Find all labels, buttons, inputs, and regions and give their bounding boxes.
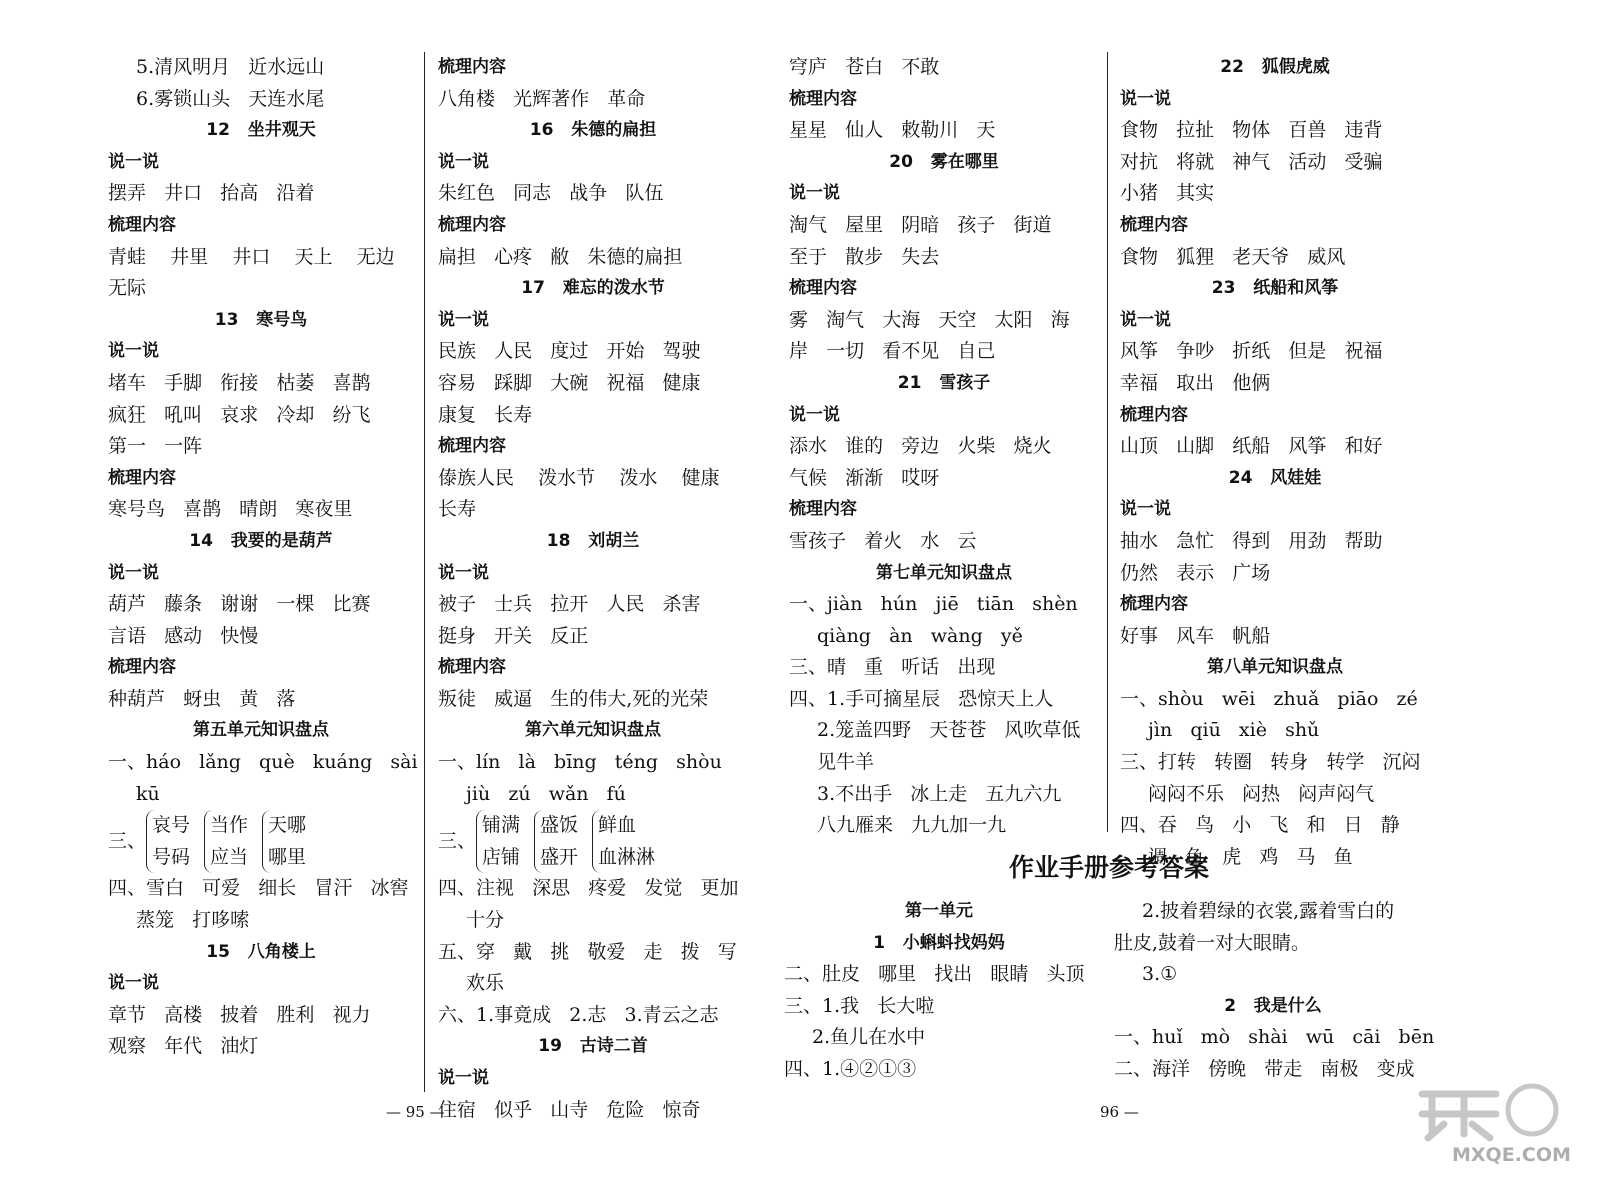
text-line: 幸福 取出 他俩	[1120, 371, 1271, 394]
brace-group	[204, 810, 248, 873]
brace-item: 哀号	[152, 814, 191, 837]
section-label: 梳理内容	[789, 499, 857, 520]
text-line: 三、打转 转圈 转身 转学 沉闷	[1120, 751, 1421, 774]
page-number: 96 —	[1100, 1103, 1139, 1121]
column-divider	[1107, 52, 1108, 832]
pinyin-line: 一、lín là bīng téng shòu	[438, 751, 722, 774]
text-line: 四、雪白 可爱 细长 冒汗 冰窖	[108, 877, 409, 900]
watermark-text: MXQE.COM	[1452, 1144, 1571, 1166]
section-label: 梳理内容	[108, 657, 176, 678]
text-line: 寒号鸟 喜鹊 晴朗 寒夜里	[108, 498, 353, 521]
brace-item: 盛开	[540, 845, 579, 868]
text-line: 仍然 表示 广场	[1120, 561, 1271, 584]
text-line: 对抗 将就 神气 活动 受骗	[1120, 150, 1383, 173]
text-line: 第一 一阵	[108, 435, 203, 458]
text-line: 康复 长寿	[438, 403, 533, 426]
text-line: 二、海洋 傍晚 带走 南极 变成	[1114, 1057, 1415, 1080]
lesson-heading: 12 坐井观天	[206, 120, 316, 141]
text-line: 雪孩子 着火 水 云	[789, 529, 977, 552]
text-line: 至于 散步 失去	[789, 245, 940, 268]
section-label: 梳理内容	[438, 57, 506, 77]
section-title: 作业手册参考答案	[1008, 853, 1209, 882]
text-line: 闷闷不乐 闷热 闷声闷气	[1148, 782, 1375, 805]
pinyin-line: jiù zú wǎn fú	[466, 782, 626, 805]
lesson-heading: 20 雾在哪里	[889, 151, 999, 172]
text-line: 气候 渐渐 哎呀	[789, 466, 940, 489]
section-label: 说一说	[108, 341, 159, 362]
section-label: 梳理内容	[789, 278, 857, 299]
text-line: 葫芦 藤条 谢谢 一棵 比赛	[108, 593, 371, 616]
column-1	[108, 52, 418, 1063]
text-line: 观察 年代 油灯	[108, 1035, 259, 1058]
text-line: 种葫芦 蚜虫 黄 落	[108, 687, 296, 710]
section-label: 说一说	[108, 562, 159, 583]
text-line: 欢乐	[466, 972, 505, 995]
text-line: 调 鱼 虎 鸡 马 鱼	[1148, 845, 1353, 868]
brace-item: 天哪	[268, 814, 307, 837]
section-label: 说一说	[1120, 88, 1171, 109]
section-label: 说一说	[108, 151, 159, 172]
text-line: 2.笼盖四野 天苍苍 风吹草低	[817, 719, 1081, 742]
column-divider	[424, 52, 425, 1092]
pinyin-line: 一、shòu wēi zhuǎ piāo zé	[1120, 687, 1418, 710]
text-line: 五、穿 戴 挑 敬爱 走 拨 写	[438, 940, 737, 963]
unit-review-heading: 第七单元知识盘点	[876, 562, 1012, 583]
lesson-heading: 1 小蝌蚪找妈妈	[873, 932, 1005, 953]
text-line: 蒸笼 打哆嗦	[136, 909, 250, 932]
brace-group	[592, 810, 655, 873]
text-line: 章节 高楼 披着 胜利 视力	[108, 1003, 371, 1026]
section-label: 说一说	[789, 404, 840, 425]
unit-review-heading: 第五单元知识盘点	[193, 720, 329, 741]
pinyin-line: 一、jiàn hún jiē tiān shèn	[789, 593, 1078, 616]
text-line: 岸 一切 看不见 自己	[789, 340, 996, 363]
answers-right	[1114, 896, 1435, 1086]
section-label: 梳理内容	[789, 88, 857, 109]
section-label: 梳理内容	[108, 214, 176, 235]
unit-review-heading: 第八单元知识盘点	[1207, 657, 1343, 678]
section-label: 梳理内容	[438, 214, 506, 235]
text-line: 十分	[466, 909, 505, 932]
section-label: 说一说	[1120, 309, 1171, 330]
text-line: 八九雁来 九九加一九	[817, 814, 1007, 837]
text-line: 挺身 开关 反正	[438, 624, 589, 647]
unit-heading: 第一单元	[905, 901, 973, 921]
section-label: 梳理内容	[438, 657, 506, 678]
text-line: 山顶 山脚 纸船 风筝 和好	[1120, 435, 1383, 458]
lesson-heading: 22 狐假虎威	[1220, 57, 1330, 77]
brace-group-row	[438, 810, 748, 873]
answers-left	[784, 896, 1094, 1086]
lesson-heading: 24 风娃娃	[1228, 467, 1322, 488]
text-line: 食物 狐狸 老天爷 威风	[1120, 245, 1346, 268]
text-line: 雾 淘气 大海 天空 太阳 海	[789, 308, 1070, 331]
section-label: 说一说	[438, 562, 489, 583]
page-number: — 95 —	[386, 1103, 445, 1121]
section-label: 梳理内容	[438, 436, 506, 457]
section-label: 梳理内容	[1120, 594, 1188, 615]
brace-item: 号码	[152, 845, 191, 868]
text-line: 朱红色 同志 战争 队伍	[438, 182, 664, 205]
section-label: 说一说	[1120, 499, 1171, 520]
text-line: 好事 风车 帆船	[1120, 624, 1271, 647]
text-line: 见牛羊	[817, 751, 875, 774]
lesson-heading: 21 雪孩子	[897, 372, 991, 393]
section-label: 梳理内容	[1120, 404, 1188, 425]
section-label: 说一说	[438, 1068, 489, 1088]
brace-group	[476, 810, 520, 873]
text-line: 容易 踩脚 大碗 祝福 健康	[438, 371, 701, 394]
text-line: 六、1.事竟成 2.志 3.青云之志	[438, 1003, 719, 1026]
text-line: 穹庐 苍白 不敢	[789, 56, 940, 78]
column-2	[438, 52, 748, 1126]
brace-group	[534, 810, 578, 873]
lesson-heading: 19 古诗二首	[538, 1036, 648, 1057]
lesson-heading: 17 难忘的泼水节	[521, 278, 665, 299]
text-line: 叛徒 威逼 生的伟大,死的光荣	[438, 687, 709, 710]
text-line: 四、吞 鸟 小 飞 和 日 静	[1120, 814, 1400, 837]
text-line: 长寿	[438, 498, 477, 521]
text-line: 四、1.手可摘星辰 恐惊天上人	[789, 687, 1054, 710]
text-line: 2.鱼儿在水中	[812, 1026, 926, 1049]
brace-item: 店铺	[482, 845, 521, 868]
pinyin-line: qiàng àn wàng yě	[817, 624, 1023, 647]
item-number: 三、	[438, 830, 477, 853]
brace-item: 鲜血	[598, 814, 637, 837]
text-line: 淘气 屋里 阴暗 孩子 街道	[789, 213, 1052, 236]
text-line: 3.①	[1142, 963, 1178, 986]
lesson-heading: 23 纸船和风筝	[1211, 278, 1339, 299]
pinyin-line: jìn qiū xiè shǔ	[1148, 719, 1320, 742]
lesson-heading: 16 朱德的扁担	[529, 120, 657, 141]
section-label: 梳理内容	[1120, 214, 1188, 235]
brace-item: 盛饭	[540, 814, 579, 837]
text-line: 小猪 其实	[1120, 182, 1215, 205]
lesson-heading: 13 寒号鸟	[214, 309, 308, 330]
pinyin-line: 一、háo lǎng què kuáng sài	[108, 751, 418, 774]
unit-review-heading: 第六单元知识盘点	[525, 720, 661, 741]
text-line: 民族 人民 度过 开始 驾驶	[438, 340, 701, 363]
section-label: 说一说	[789, 183, 840, 204]
text-line: 肚皮,鼓着一对大眼睛。	[1114, 931, 1311, 954]
brace-group	[146, 810, 190, 873]
text-line: 星星 仙人 敕勒川 天	[789, 119, 996, 142]
text-line: 言语 感动 快慢	[108, 624, 259, 647]
lesson-heading: 15 八角楼上	[206, 941, 316, 962]
section-label: 说一说	[438, 151, 489, 172]
text-line: 四、注视 深思 疼爱 发觉 更加	[438, 877, 739, 900]
brace-item: 哪里	[268, 845, 307, 868]
lesson-heading: 2 我是什么	[1224, 995, 1322, 1016]
section-label: 梳理内容	[108, 467, 176, 488]
brace-group	[262, 810, 306, 873]
brace-item: 血淋淋	[598, 845, 656, 868]
text-line: 青蛙 井里 井口 天上 无边	[108, 245, 395, 268]
text-line: 傣族人民 泼水节 泼水 健康	[438, 466, 720, 489]
text-line: 食物 拉扯 物体 百兽 违背	[1120, 119, 1383, 142]
text-line: 八角楼 光辉著作 革命	[438, 87, 646, 110]
item-number: 三、	[108, 830, 147, 853]
text-line: 四、1.④②①③	[784, 1057, 917, 1080]
text-line: 5.清风明月 近水远山	[136, 56, 325, 78]
text-line: 6.雾锁山头 天连水尾	[136, 87, 325, 110]
lesson-heading: 18 刘胡兰	[546, 530, 640, 551]
text-line: 抽水 急忙 得到 用劲 帮助	[1120, 529, 1383, 552]
text-line: 添水 谁的 旁边 火柴 烧火	[789, 435, 1052, 458]
pinyin-line: kū	[136, 782, 160, 805]
text-line: 二、肚皮 哪里 找出 眼睛 头顶	[784, 963, 1085, 986]
text-line: 扁担 心疼 敝 朱德的扁担	[438, 245, 683, 268]
text-line: 三、1.我 长大啦	[784, 994, 935, 1017]
brace-item: 当作	[210, 814, 249, 837]
text-line: 摆弄 井口 抬高 沿着	[108, 182, 315, 205]
text-line: 风筝 争吵 折纸 但是 祝福	[1120, 340, 1383, 363]
text-line: 2.披着碧绿的衣裳,露着雪白的	[1142, 900, 1395, 922]
brace-item: 应当	[210, 845, 249, 868]
text-line: 3.不出手 冰上走 五九六九	[817, 782, 1062, 805]
text-line: 疯狂 吼叫 哀求 冷却 纷飞	[108, 403, 371, 426]
section-label: 说一说	[438, 309, 489, 330]
brace-group-row	[108, 810, 414, 873]
lesson-heading: 14 我要的是葫芦	[189, 530, 333, 551]
text-line: 被子 士兵 拉开 人民 杀害	[438, 593, 701, 616]
column-3	[789, 52, 1099, 842]
section-label: 说一说	[108, 973, 159, 994]
text-line: 堵车 手脚 衔接 枯萎 喜鹊	[108, 371, 371, 394]
brace-item: 铺满	[482, 814, 521, 837]
text-line: 住宿 似乎 山寺 危险 惊奇	[438, 1098, 701, 1121]
column-4	[1120, 52, 1430, 873]
text-line: 三、晴 重 听话 出现	[789, 656, 996, 679]
pinyin-line: 一、huǐ mò shài wū cāi bēn	[1114, 1026, 1435, 1049]
text-line: 无际	[108, 277, 147, 300]
